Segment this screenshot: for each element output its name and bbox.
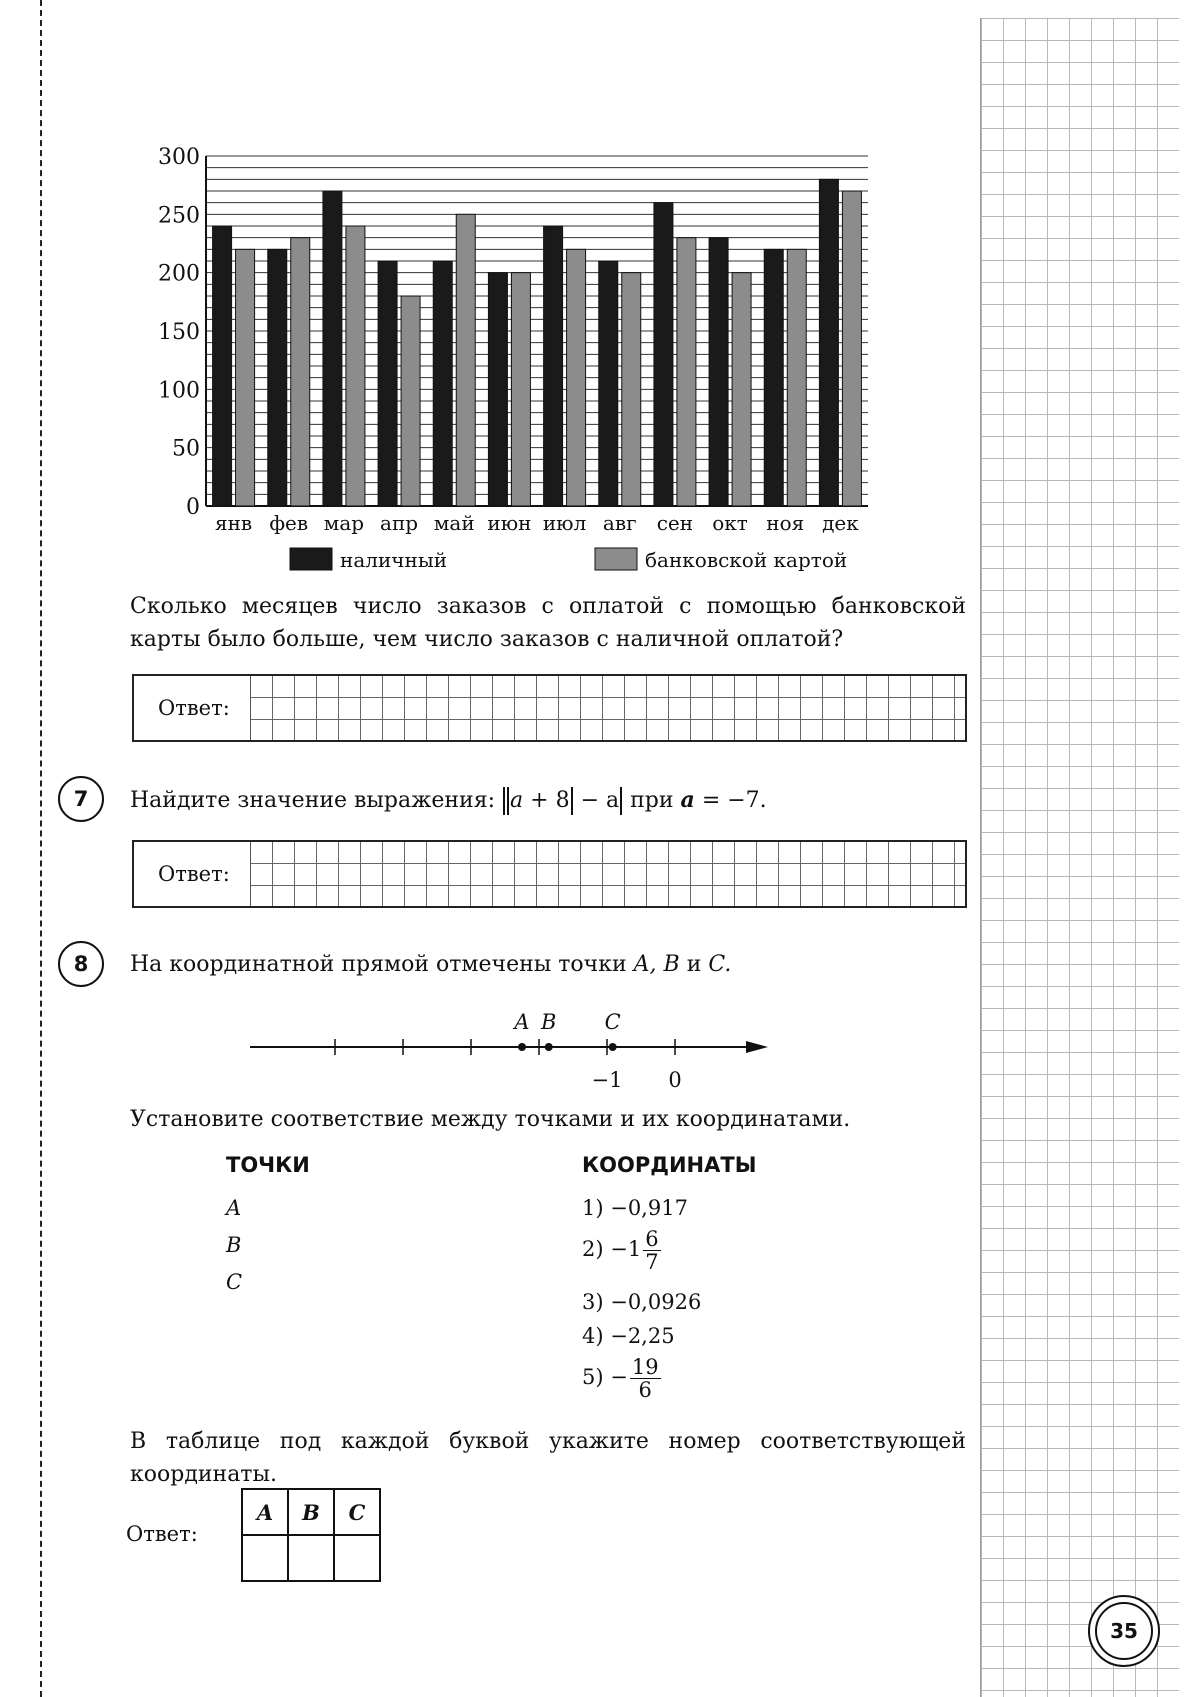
answer-cell-a[interactable] [242, 1535, 288, 1581]
task8-table-instruction: В таблице под каждой буквой укажите номер соответствующей координаты. [130, 1429, 966, 1487]
bar-cash-янв [213, 226, 232, 506]
task7-plus8: + 8 [530, 788, 570, 813]
x-tick-label: сен [656, 511, 694, 535]
fraction [643, 1228, 660, 1273]
bar-cash-ноя [764, 249, 783, 506]
x-tick-label: фев [269, 511, 309, 535]
fraction-numerator: 6 [645, 1227, 659, 1251]
point-label-a: A [226, 1196, 242, 1220]
answer-header-a: A [242, 1489, 288, 1535]
bar-cash-авг [599, 261, 618, 506]
fraction-denominator: 6 [638, 1378, 652, 1402]
task7-cond-var: a [680, 787, 695, 813]
task8-intro [130, 950, 731, 980]
option-5-prefix: 5) − [582, 1365, 628, 1389]
answer-cell-c[interactable] [334, 1535, 380, 1581]
bar-card-июл [567, 249, 586, 506]
bar-card-окт [732, 273, 751, 506]
x-tick-label: янв [214, 511, 253, 535]
answer-header-b: B [288, 1489, 334, 1535]
x-tick-label: авг [602, 511, 637, 535]
task6-answer-cells[interactable] [250, 676, 965, 740]
fraction-denominator: 7 [645, 1250, 659, 1274]
point-b [545, 1043, 553, 1051]
x-tick-label: ноя [766, 511, 805, 535]
orders-bar-chart [140, 140, 880, 590]
option-1: 1) −0,917 [582, 1196, 688, 1220]
bar-cash-окт [709, 238, 728, 506]
task7-answer-box [132, 840, 967, 908]
bar-cash-май [433, 261, 452, 506]
point-label-b: B [226, 1233, 242, 1257]
task8-answer-label: Ответ: [126, 1522, 198, 1546]
task7-minus-a: − a [580, 788, 620, 813]
option-3: 3) −0,0926 [582, 1290, 702, 1314]
x-tick-label: окт [712, 511, 748, 535]
x-tick-label: апр [380, 511, 419, 535]
abs-bar [571, 787, 573, 815]
x-tick-label: май [433, 511, 475, 535]
bar-cash-июл [544, 226, 563, 506]
legend-swatch [290, 548, 332, 570]
point-a [518, 1043, 526, 1051]
bar-cash-мар [323, 191, 342, 506]
answer-cell-b[interactable] [288, 1535, 334, 1581]
tick-label: −1 [591, 1068, 623, 1092]
bar-card-янв [236, 249, 255, 506]
x-tick-label: июл [542, 511, 587, 535]
point-label: C [604, 1010, 621, 1034]
coords-column-header: КООРДИНАТЫ [582, 1153, 757, 1177]
y-tick-label: 250 [158, 203, 200, 229]
bar-card-май [456, 214, 475, 506]
task6-answer-box [132, 674, 967, 742]
cut-line [40, 0, 42, 1697]
task8-answer-table [241, 1488, 381, 1582]
draft-grid-margin [980, 18, 1179, 1697]
task8-instruction: Установите соответствие между точками и их координатами. [130, 1107, 851, 1132]
task8-intro-prefix: На координатной прямой отмечены точки [130, 952, 627, 977]
bar-card-фев [291, 238, 310, 506]
point-label-c: C [226, 1270, 243, 1294]
legend-swatch [595, 548, 637, 570]
coordinate-line [250, 1005, 780, 1110]
x-tick-label: июн [487, 511, 532, 535]
points-column-header: ТОЧКИ [226, 1153, 310, 1177]
task7-cond-value: = −7. [701, 788, 767, 813]
page-number-badge [1088, 1595, 1160, 1667]
task7-var-a: a [510, 788, 524, 813]
bar-card-дек [842, 191, 861, 506]
x-tick-label: мар [323, 511, 365, 535]
axis-arrow [746, 1041, 768, 1053]
option-4: 4) −2,25 [582, 1324, 675, 1348]
task7-prefix: Найдите значение выражения: [130, 788, 496, 813]
tick-label: 0 [668, 1068, 682, 1092]
legend-label: наличный [340, 548, 448, 572]
bar-card-мар [346, 226, 365, 506]
y-tick-label: 150 [158, 320, 200, 345]
y-tick-label: 0 [186, 495, 200, 520]
answer-header-c: C [334, 1489, 380, 1535]
task7-pri: при [630, 788, 674, 813]
y-tick-label: 50 [172, 436, 200, 462]
y-tick-label: 100 [158, 378, 200, 404]
task8-number: 8 [58, 941, 104, 987]
task7-answer-cells[interactable] [250, 842, 965, 906]
task7-number: 7 [58, 776, 104, 822]
option-2 [582, 1228, 661, 1273]
bar-cash-дек [819, 179, 838, 506]
legend-label: банковской картой [645, 548, 848, 572]
option-5 [582, 1356, 661, 1401]
task6-answer-label: Ответ: [158, 696, 230, 720]
option-2-prefix: 2) −1 [582, 1237, 642, 1261]
abs-bar [503, 787, 505, 815]
task6-question: Сколько месяцев число заказов с оплатой с помощью банковской карты было больше, чем число заказов с наличной оплатой? [130, 594, 966, 652]
bar-cash-июн [488, 273, 507, 506]
y-tick-label: 200 [158, 261, 200, 287]
y-tick-label: 300 [158, 145, 200, 170]
fraction [630, 1356, 661, 1401]
task8-intro-and: и [686, 952, 702, 977]
bar-cash-фев [268, 249, 287, 506]
x-tick-label: дек [822, 511, 859, 535]
abs-bar [507, 787, 509, 815]
bar-cash-апр [378, 261, 397, 506]
point-label: B [541, 1010, 557, 1034]
task7-question [130, 785, 767, 816]
bar-cash-сен [654, 203, 673, 506]
page-number: 35 [1095, 1602, 1153, 1660]
task8-intro-last: C. [708, 952, 732, 977]
bar-card-июн [511, 273, 530, 506]
task7-answer-label: Ответ: [158, 862, 230, 886]
point-c [609, 1043, 617, 1051]
bar-card-авг [622, 273, 641, 506]
bar-card-сен [677, 238, 696, 506]
task8-intro-points: A, B [633, 952, 680, 977]
fraction-numerator: 19 [631, 1355, 659, 1379]
abs-bar [620, 787, 622, 815]
bar-card-апр [401, 296, 420, 506]
bar-card-ноя [787, 249, 806, 506]
point-label: A [514, 1010, 530, 1034]
